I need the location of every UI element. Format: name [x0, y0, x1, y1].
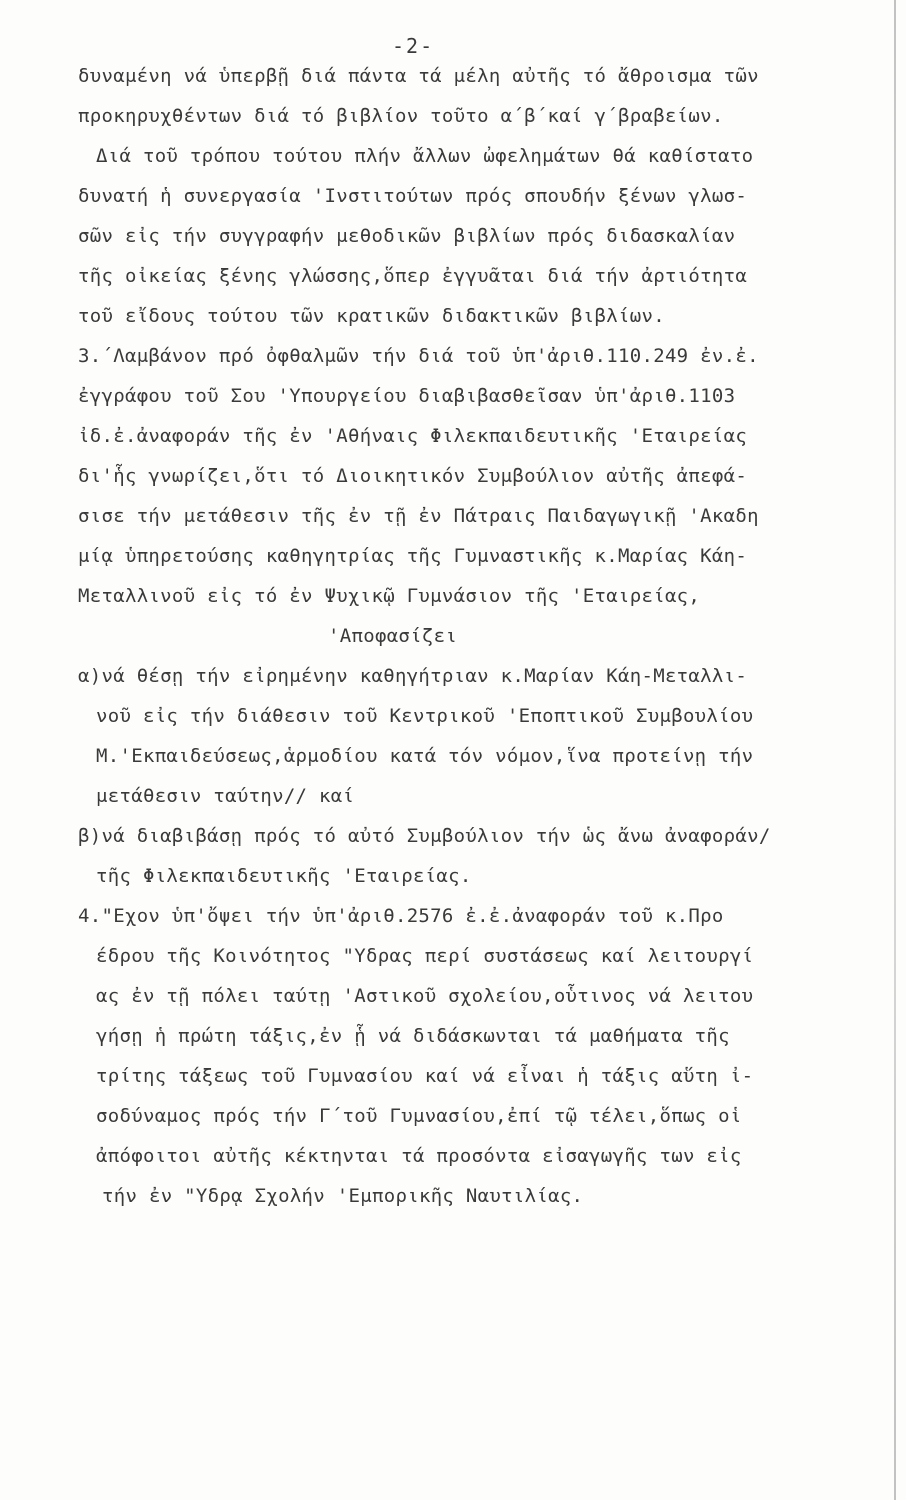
text-line: τρίτης τάξεως τοῦ Γυμνασίου καί νά εἶναι ἡ τάξις αὕτη ἰ- — [96, 1065, 754, 1087]
decision-heading: 'Αποφασίζει — [328, 625, 458, 647]
text-line: δι'ἧς γνωρίζει,ὅτι τό Διοικητικόν Συμβούλιον αὐτῆς ἀπεφά- — [78, 465, 748, 487]
text-line: προκηρυχθέντων διά τό βιβλίον τοῦτο α΄β΄καί γ΄βραβείων. — [78, 105, 724, 127]
text-line: σοδύναμος πρός τήν Γ΄τοῦ Γυμνασίου,ἐπί τῷ τέλει,ὅπως οἱ — [96, 1105, 742, 1127]
text-line: τῆς οἰκείας ξένης γλώσσης,ὅπερ ἐγγυᾶται διά τήν ἀρτιότητα — [78, 265, 748, 287]
text-line: ἰδ.ἐ.ἀναφοράν τῆς ἐν 'Αθήναις Φιλεκπαιδευτικῆς 'Εταιρείας — [78, 425, 748, 447]
text-line: Διά τοῦ τρόπου τούτου πλήν ἄλλων ὠφελημάτων θά καθίστατο — [96, 145, 754, 167]
text-line: τήν ἐν "Υδρᾳ Σχολήν 'Εμπορικῆς Ναυτιλίας. — [102, 1185, 584, 1207]
page-edge-shadow — [894, 0, 896, 1500]
text-line: Μ.'Εκπαιδεύσεως,ἁρμοδίου κατά τόν νόμον,ἵνα προτείνῃ τήν — [96, 745, 754, 767]
text-line: ας ἐν τῇ πόλει ταύτῃ 'Αστικοῦ σχολείου,οὗτινος νά λειτου — [96, 985, 754, 1007]
text-line: τῆς Φιλεκπαιδευτικῆς 'Εταιρείας. — [96, 865, 472, 887]
text-line: σῶν εἰς τήν συγγραφήν μεθοδικῶν βιβλίων πρός διδασκαλίαν — [78, 225, 736, 247]
text-line: σισε τήν μετάθεσιν τῆς ἐν τῇ ἐν Πάτραις Παιδαγωγικῇ 'Ακαδη — [78, 505, 759, 527]
page-number: -2- — [392, 34, 435, 58]
text-line: Μεταλλινοῦ εἰς τό ἐν Ψυχικῷ Γυμνάσιον τῆς 'Εταιρείας, — [78, 585, 701, 607]
text-line: ἐγγράφου τοῦ Σου 'Υπουργείου διαβιβασθεῖσαν ὑπ'ἀριθ.1103 — [78, 385, 736, 407]
text-line: 3.΄Λαμβάνον πρό ὀφθαλμῶν τήν διά τοῦ ὑπ'ἀριθ.110.249 ἐν.ἐ. — [78, 345, 759, 367]
text-line: δυναμένη νά ὑπερβῇ διά πάντα τά μέλη αὐτῆς τό ἄθροισμα τῶν — [78, 65, 759, 87]
text-line: γήσῃ ἡ πρώτη τάξις,ἐν ᾗ νά διδάσκωνται τά μαθήματα τῆς — [96, 1025, 730, 1047]
text-line: μετάθεσιν ταύτην// καί — [96, 785, 355, 807]
text-line: μίᾳ ὑπηρετούσης καθηγητρίας τῆς Γυμναστικῆς κ.Μαρίας Κάη- — [78, 545, 748, 567]
text-line: ἀπόφοιτοι αὐτῆς κέκτηνται τά προσόντα εἰσαγωγῆς των εἰς — [96, 1145, 742, 1167]
text-line: α)νά θέσῃ τήν εἰρημένην καθηγήτριαν κ.Μαρίαν Κάη-Μεταλλι- — [78, 665, 748, 687]
text-line: δυνατή ἡ συνεργασία 'Ινστιτούτων πρός σπουδήν ξένων γλωσ- — [78, 185, 748, 207]
text-line: τοῦ εἴδους τούτου τῶν κρατικῶν διδακτικῶν βιβλίων. — [78, 305, 665, 327]
document-body — [78, 56, 838, 1216]
text-line: β)νά διαβιβάσῃ πρός τό αὐτό Συμβούλιον τήν ὡς ἄνω ἀναφοράν/ — [78, 825, 771, 847]
text-line: νοῦ εἰς τήν διάθεσιν τοῦ Κεντρικοῦ 'Εποπτικοῦ Συμβουλίου — [96, 705, 754, 727]
text-line: 4."Εχον ὑπ'ὄψει τήν ὑπ'ἀριθ.2576 ἐ.ἐ.ἀναφοράν τοῦ κ.Προ — [78, 905, 724, 927]
text-line: έδρου τῆς Κοινότητος "Υδρας περί συστάσεως καί λειτουργί — [96, 945, 754, 967]
